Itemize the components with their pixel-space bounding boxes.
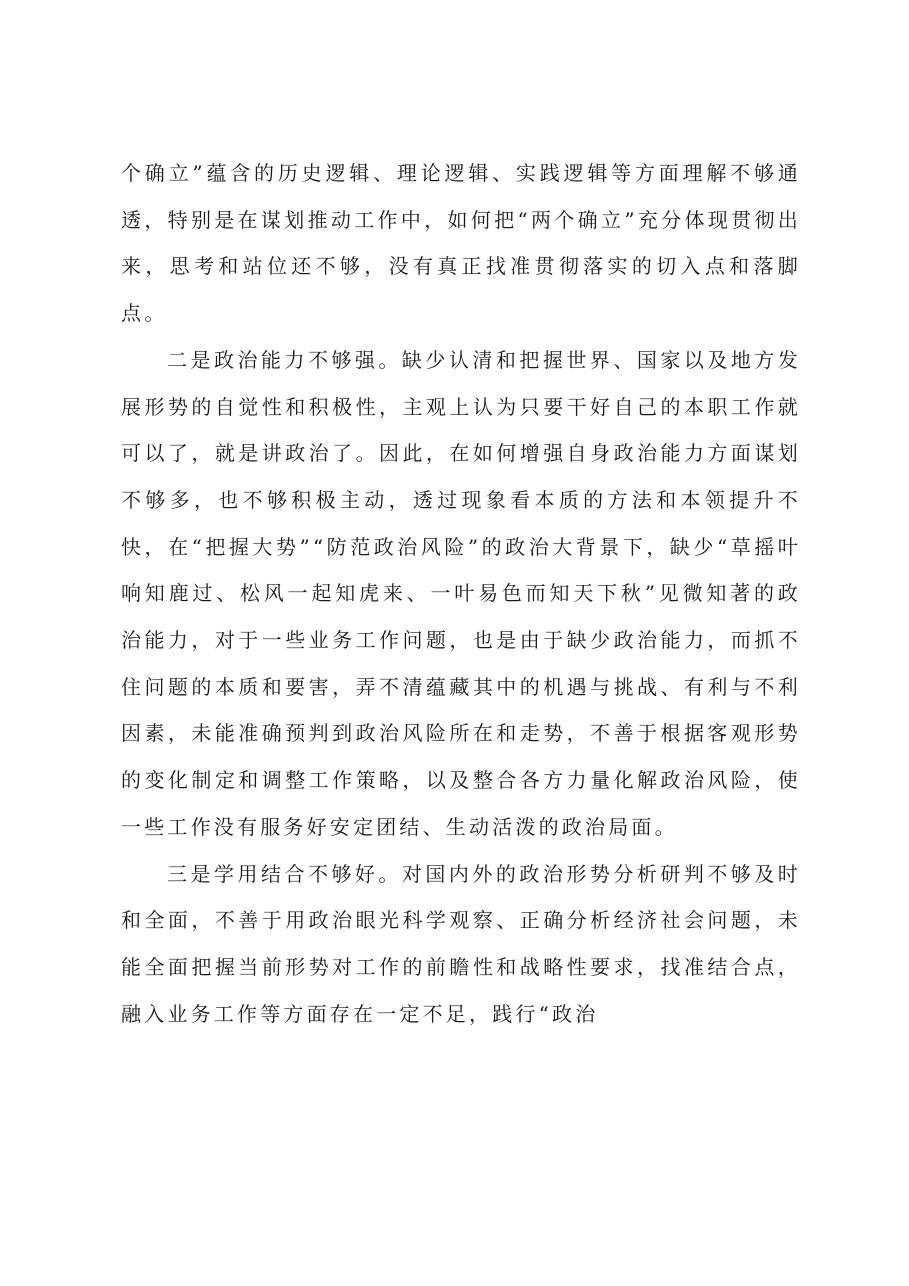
paragraph-political-ability: 二是政治能力不够强。缺少认清和把握世界、国家以及地方发展形势的自觉性和积极性，主观上认为只要干好自己的本职工作就可以了，就是讲政治了。因此，在如何增强自身政治能力方面谋划不够多，也不够积极主动，透过现象看本质的方法和本领提升不快，在“把握大势”“防范政治风险”的政治大背景下，缺少“草摇叶响知鹿过、松风一起知虎来、一叶易色而知天下秋”见微知著的政治能力，对于一些业务工作问题，也是由于缺少政治能力，而抓不住问题的本质和要害，弄不清蕴藏其中的机遇与挑战、有利与不利因素，未能准确预判到政治风险所在和走势，不善于根据客观形势的变化制定和调整工作策略，以及整合各方力量化解政治风险，使一些工作没有服务好安定团结、生动活泼的政治局面。 (121, 347, 801, 839)
paragraph-study-application: 三是学用结合不够好。对国内外的政治形势分析研判不够及时和全面，不善于用政治眼光科学观察、正确分析经济社会问题，未能全面把握当前形势对工作的前瞻性和战略性要求，找准结合点，融入业务工作等方面存在一定不足，践行“政治 (121, 861, 801, 1026)
paragraph-continuation: 个确立”蕴含的历史逻辑、理论逻辑、实践逻辑等方面理解不够通透，特别是在谋划推动工作中，如何把“两个确立”充分体现贯彻出来，思考和站位还不够，没有真正找准贯彻落实的切入点和落脚点。 (121, 161, 801, 326)
document-body (121, 150, 801, 1037)
